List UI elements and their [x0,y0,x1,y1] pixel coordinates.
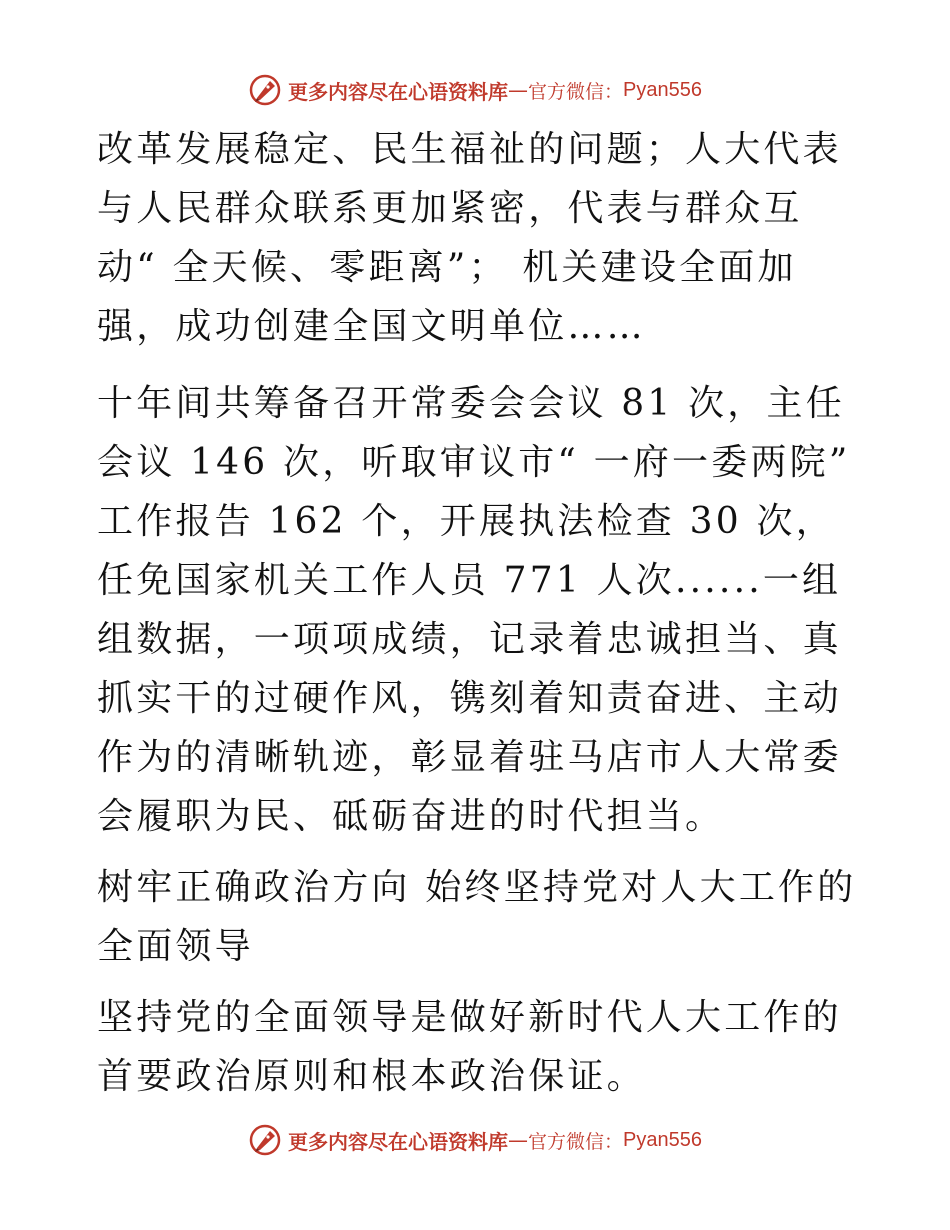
pen-nib-logo-icon [248,73,282,107]
header-banner [0,70,950,110]
footer-wechat-id: Pyan556 [623,1128,702,1151]
header-wechat-id: Pyan556 [623,78,702,101]
header-separator: — [508,78,528,102]
footer-brand-text: 更多内容尽在心语资料库 [288,1129,508,1154]
footer-separator: — [508,1128,528,1152]
footer-wechat-label: 官方微信： [528,1130,624,1153]
paragraph-3: 坚持党的全面领导是做好新时代人大工作的首要政治原则和根本政治保证。 [97,997,842,1097]
header-wechat-label: 官方微信： [528,80,624,103]
section-heading: 树牢正确政治方向 始终坚持党对人大工作的全面领导 [97,867,857,967]
footer-banner [0,1120,950,1160]
paragraph-2: 十年间共筹备召开常委会会议 81 次，主任会议 146 次，听取审议市“ 一府一委两院” 工作报告 162 个，开展执法检查 30 次，任免国家机关工作人员 771 人次......一组组数据，一项项成绩，记录着忠诚担当、真抓实干的过硬作风，镌刻着知责奋进、主动作为的清晰轨迹，彰显着驻马店市人大常委会履职为民、砥砺奋进的时代担当。 [97,383,851,837]
pen-nib-logo-icon [248,1123,282,1157]
paragraph-1: 改革发展稳定、民生福祉的问题；人大代表与人民群众联系更加紧密，代表与群众互动“ 全天候、零距离”； 机关建设全面加强，成功创建全国文明单位…… [97,129,842,347]
document-body [97,120,857,1106]
header-brand-text: 更多内容尽在心语资料库 [288,79,508,104]
